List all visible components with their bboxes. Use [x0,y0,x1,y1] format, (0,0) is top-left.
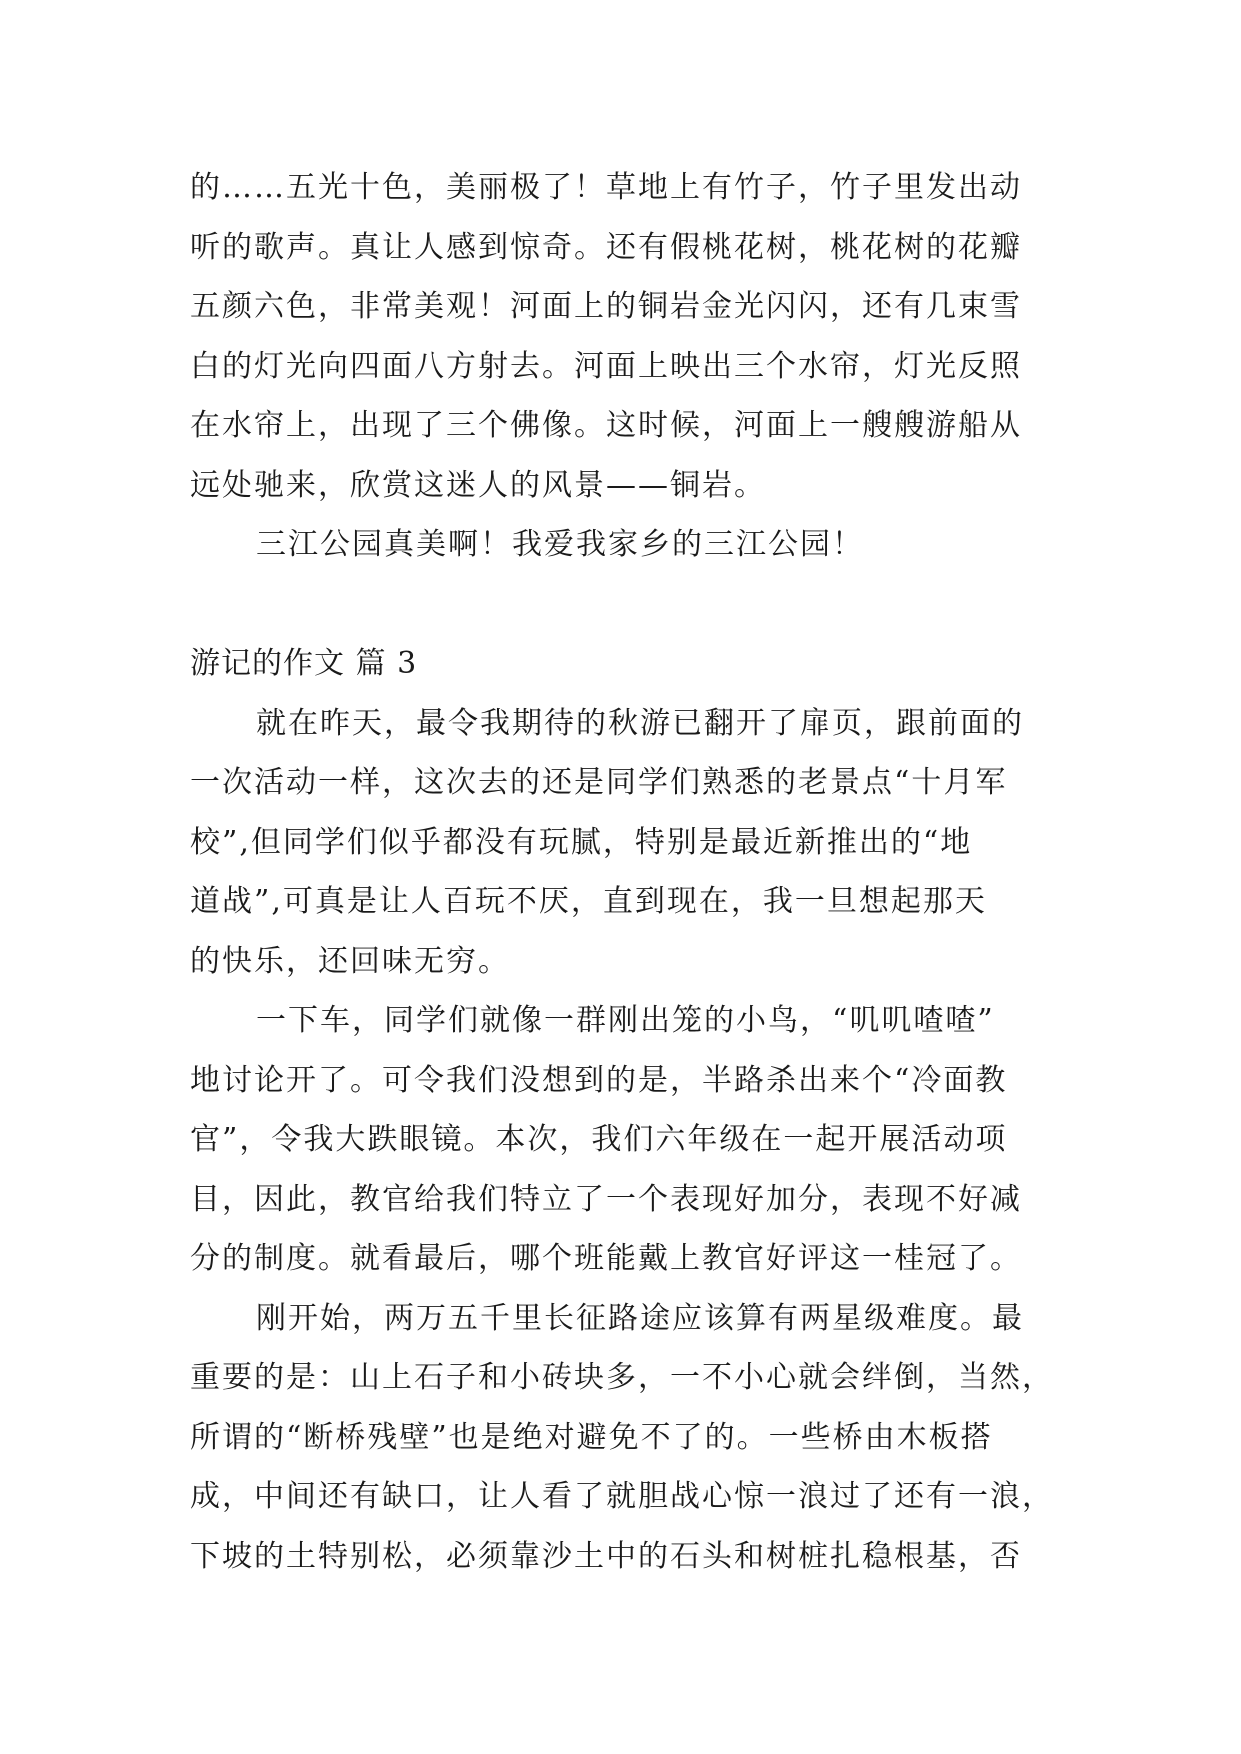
paragraph-3-line: 刚开始，两万五千里长征路途应该算有两星级难度。最 [256,1300,1024,1336]
closing-sentence: 三江公园真美啊！我爱我家乡的三江公园！ [256,527,864,562]
paragraph-3-line: 成，中间还有缺口，让人看了就胆战心惊一浪过了还有一浪， [190,1479,1054,1514]
text-line: 的……五光十色，美丽极了！草地上有竹子，竹子里发出动 [190,170,1022,205]
paragraph-1-line: 一次活动一样，这次去的还是同学们熟悉的老景点“十月军 [190,765,1008,800]
paragraph-1-line: 校”,但同学们似乎都没有玩腻，特别是最近新推出的“地 [190,824,973,860]
document-body [190,158,1060,1586]
text-line: 听的歌声。真让人感到惊奇。还有假桃花树，桃花树的花瓣 [190,229,1022,265]
paragraph-1-line: 道战”,可真是让人百玩不厌，直到现在，我一旦想起那天 [190,884,987,919]
paragraph-3-line: 所谓的“断桥残壁”也是绝对避免不了的。一些桥由木板搭 [190,1419,993,1455]
section-heading: 游记的作文 篇 3 [190,646,418,681]
paragraph-2-line: 分的制度。就看最后，哪个班能戴上教官好评这一桂冠了。 [190,1241,1022,1276]
text-line: 白的灯光向四面八方射去。河面上映出三个水帘，灯光反照 [190,348,1022,384]
paragraph-2-line: 官”，令我大跌眼镜。本次，我们六年级在一起开展活动项 [190,1122,1008,1157]
section-gap [190,575,1060,635]
paragraph-3-line: 下坡的土特别松，必须靠沙土中的石头和树桩扎稳根基，否 [190,1538,1022,1574]
text-line: 五颜六色，非常美观！河面上的铜岩金光闪闪，还有几束雪 [190,289,1022,324]
paragraph-2-line: 地讨论开了。可令我们没想到的是，半路杀出来个“冷面教 [190,1062,1008,1098]
paragraph-3-line: 重要的是：山上石子和小砖块多，一不小心就会绊倒，当然， [190,1360,1054,1395]
paragraph-1-line: 就在昨天，最令我期待的秋游已翻开了扉页，跟前面的 [256,705,1024,741]
paragraph-2-line: 一下车，同学们就像一群刚出笼的小鸟，“叽叽喳喳” [256,1003,995,1038]
text-line: 远处驰来，欣赏这迷人的风景——铜岩。 [190,467,766,503]
paragraph-2-line: 目，因此，教官给我们特立了一个表现好加分，表现不好减 [190,1181,1022,1217]
paragraph-1-line: 的快乐，还回味无穷。 [190,943,510,979]
text-line: 在水帘上，出现了三个佛像。这时候，河面上一艘艘游船从 [190,408,1022,443]
